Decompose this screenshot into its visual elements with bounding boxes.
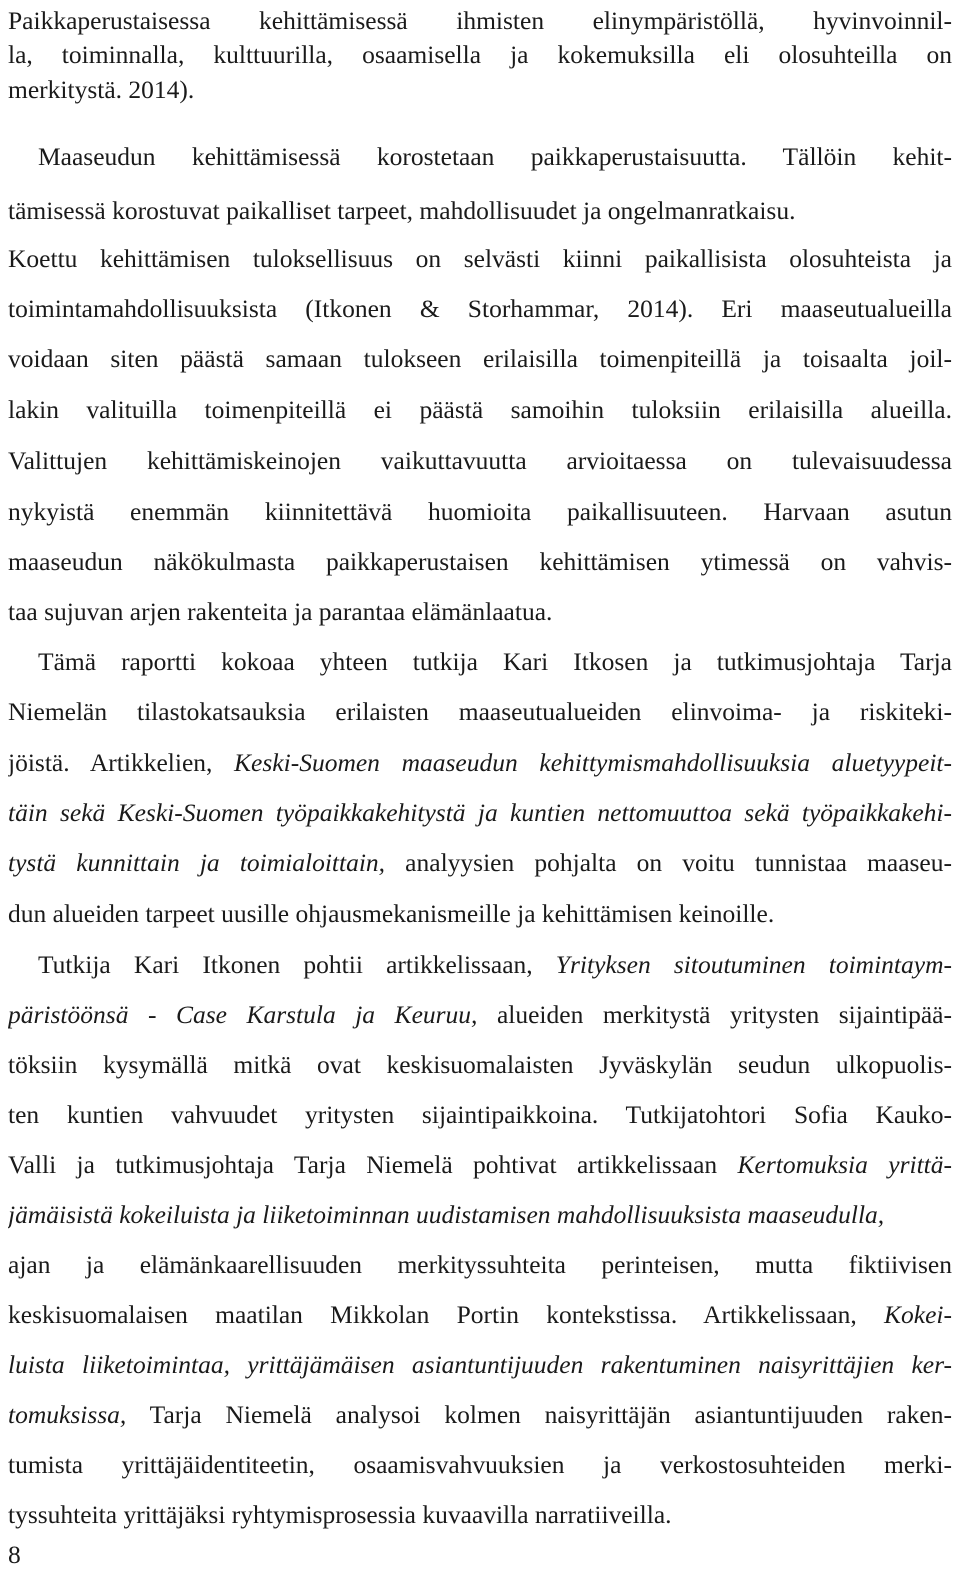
body-text-segment: nykyistä enemmän kiinnitettävä huomioita paikallisuuteen. Harvaan asutun (8, 497, 952, 526)
text-line (8, 342, 952, 376)
text-line (8, 242, 952, 276)
text-line (8, 545, 952, 579)
text-line (38, 645, 952, 679)
body-text-segment: Maaseudun kehittämisessä korostetaan paikkaperustaisuutta. Tällöin kehit- (38, 142, 952, 171)
body-text-segment: keskisuomalaisen maatilan Mikkolan Portin kontekstissa. Artikkelissaan, (8, 1300, 885, 1329)
body-text-segment: dun alueiden tarpeet uusille ohjausmekanismeille ja kehittämisen keinoille. (8, 899, 775, 928)
body-text-segment: tämisessä korostuvat paikalliset tarpeet, mahdollisuudet ja ongelmanratkaisu. (8, 196, 796, 225)
text-line (8, 695, 952, 729)
italic-title-text: Yrityksen sitoutuminen toimintaym- (555, 950, 952, 979)
body-text-segment: tumista yrittäjäidentiteetin, osaamisvahvuuksien ja verkostosuhteiden merki- (8, 1450, 952, 1479)
text-line (8, 194, 952, 228)
body-text-segment: Tämä raportti kokoaa yhteen tutkija Kari Itkosen ja tutkimusjohtaja Tarja (38, 647, 952, 676)
body-text-segment: tyssuhteita yrittäjäksi ryhtymisprosessia kuvaavilla narratiiveilla. (8, 1500, 672, 1529)
text-line (8, 1198, 952, 1232)
italic-title-text: Kertomuksia yrittä- (737, 1150, 952, 1179)
italic-title-text: täin sekä Keski-Suomen työpaikkakehitystä ja kuntien nettomuuttoa sekä työpaikkakehi- (8, 798, 952, 827)
text-line (8, 38, 952, 72)
text-line (8, 846, 952, 880)
text-line (8, 73, 952, 107)
body-text-segment: maaseudun näkökulmasta paikkaperustaisen kehittämisen ytimessä on vahvis- (8, 547, 952, 576)
body-text-segment: lakin valituilla toimenpiteillä ei päästä samoihin tuloksiin erilaisilla alueilla. (8, 395, 952, 424)
body-text-segment: Tutkija Kari Itkonen pohtii artikkelissaan, (38, 950, 556, 979)
body-text-segment: Valittujen kehittämiskeinojen vaikuttavuutta arvioitaessa on tulevaisuudessa (8, 446, 952, 475)
body-text-segment: Tarja Niemelä analysoi kolmen naisyrittäjän asiantuntijuuden raken- (126, 1400, 952, 1429)
italic-title-text: jämäisistä kokeiluista ja liiketoiminnan uudistamisen mahdollisuuksista maaseudulla, (8, 1200, 885, 1229)
text-line (8, 998, 952, 1032)
text-line (8, 1298, 952, 1332)
text-line (8, 1148, 952, 1182)
text-line (8, 4, 952, 38)
body-text-segment: analyysien pohjalta on voitu tunnistaa maaseu- (385, 848, 952, 877)
text-line (8, 1098, 952, 1132)
text-line (38, 140, 952, 174)
italic-title-text: Kokei- (884, 1300, 952, 1329)
text-line (8, 292, 952, 326)
text-line (8, 1248, 952, 1282)
body-text-segment: toimintamahdollisuuksista (Itkonen & Storhammar, 2014). Eri maaseutualueilla (8, 294, 952, 323)
text-line (8, 393, 952, 427)
text-line (8, 897, 952, 931)
italic-title-text: luista liiketoimintaa, yrittäjämäisen asiantuntijuuden rakentuminen naisyrittäjien ker- (8, 1350, 952, 1379)
page-number: 8 (8, 1540, 21, 1569)
italic-title-text: tomuksissa, (8, 1400, 127, 1429)
text-line (8, 746, 952, 780)
text-line (8, 1048, 952, 1082)
text-line (8, 796, 952, 830)
italic-title-text: tystä kunnittain ja toimialoittain, (8, 848, 386, 877)
body-text-segment: ajan ja elämänkaarellisuuden merkityssuhteita perinteisen, mutta fiktiivisen (8, 1250, 952, 1279)
body-text-segment: Koettu kehittämisen tuloksellisuus on selvästi kiinni paikallisista olosuhteista ja (8, 244, 952, 273)
text-line (8, 595, 952, 629)
body-text-segment: jöistä. Artikkelien, (8, 748, 235, 777)
body-text-segment: taa sujuvan arjen rakenteita ja parantaa elämänlaatua. (8, 597, 553, 626)
body-text-segment: la, toiminnalla, kulttuurilla, osaamisella ja kokemuksilla eli olosuhteilla on (8, 40, 952, 69)
text-line (8, 444, 952, 478)
body-text-segment: voidaan siten päästä samaan tulokseen erilaisilla toimenpiteillä ja toisaalta joil- (8, 344, 952, 373)
text-line (8, 1448, 952, 1482)
text-line (38, 948, 952, 982)
body-text-segment: merkitystä. 2014). (8, 75, 195, 104)
text-line (8, 1498, 952, 1532)
body-text-segment: Valli ja tutkimusjohtaja Tarja Niemelä pohtivat artikkelissaan (8, 1150, 738, 1179)
text-line (8, 1348, 952, 1382)
body-text-segment: ten kuntien vahvuudet yritysten sijaintipaikkoina. Tutkijatohtori Sofia Kauko- (8, 1100, 952, 1129)
text-line (8, 1398, 952, 1432)
italic-title-text: päristöönsä - Case Karstula ja Keuruu, (8, 1000, 478, 1029)
body-text-segment: Niemelän tilastokatsauksia erilaisten maaseutualueiden elinvoima- ja riskiteki- (8, 697, 952, 726)
body-text-segment: töksiin kysymällä mitkä ovat keskisuomalaisten Jyväskylän seudun ulkopuolis- (8, 1050, 952, 1079)
italic-title-text: Keski-Suomen maaseudun kehittymismahdollisuuksia aluetyypeit- (234, 748, 952, 777)
text-line (8, 495, 952, 529)
body-text-segment: Paikkaperustaisessa kehittämisessä ihmisten elinympäristöllä, hyvinvoinnil- (8, 6, 952, 35)
body-text-segment: alueiden merkitystä yritysten sijaintipää- (477, 1000, 952, 1029)
